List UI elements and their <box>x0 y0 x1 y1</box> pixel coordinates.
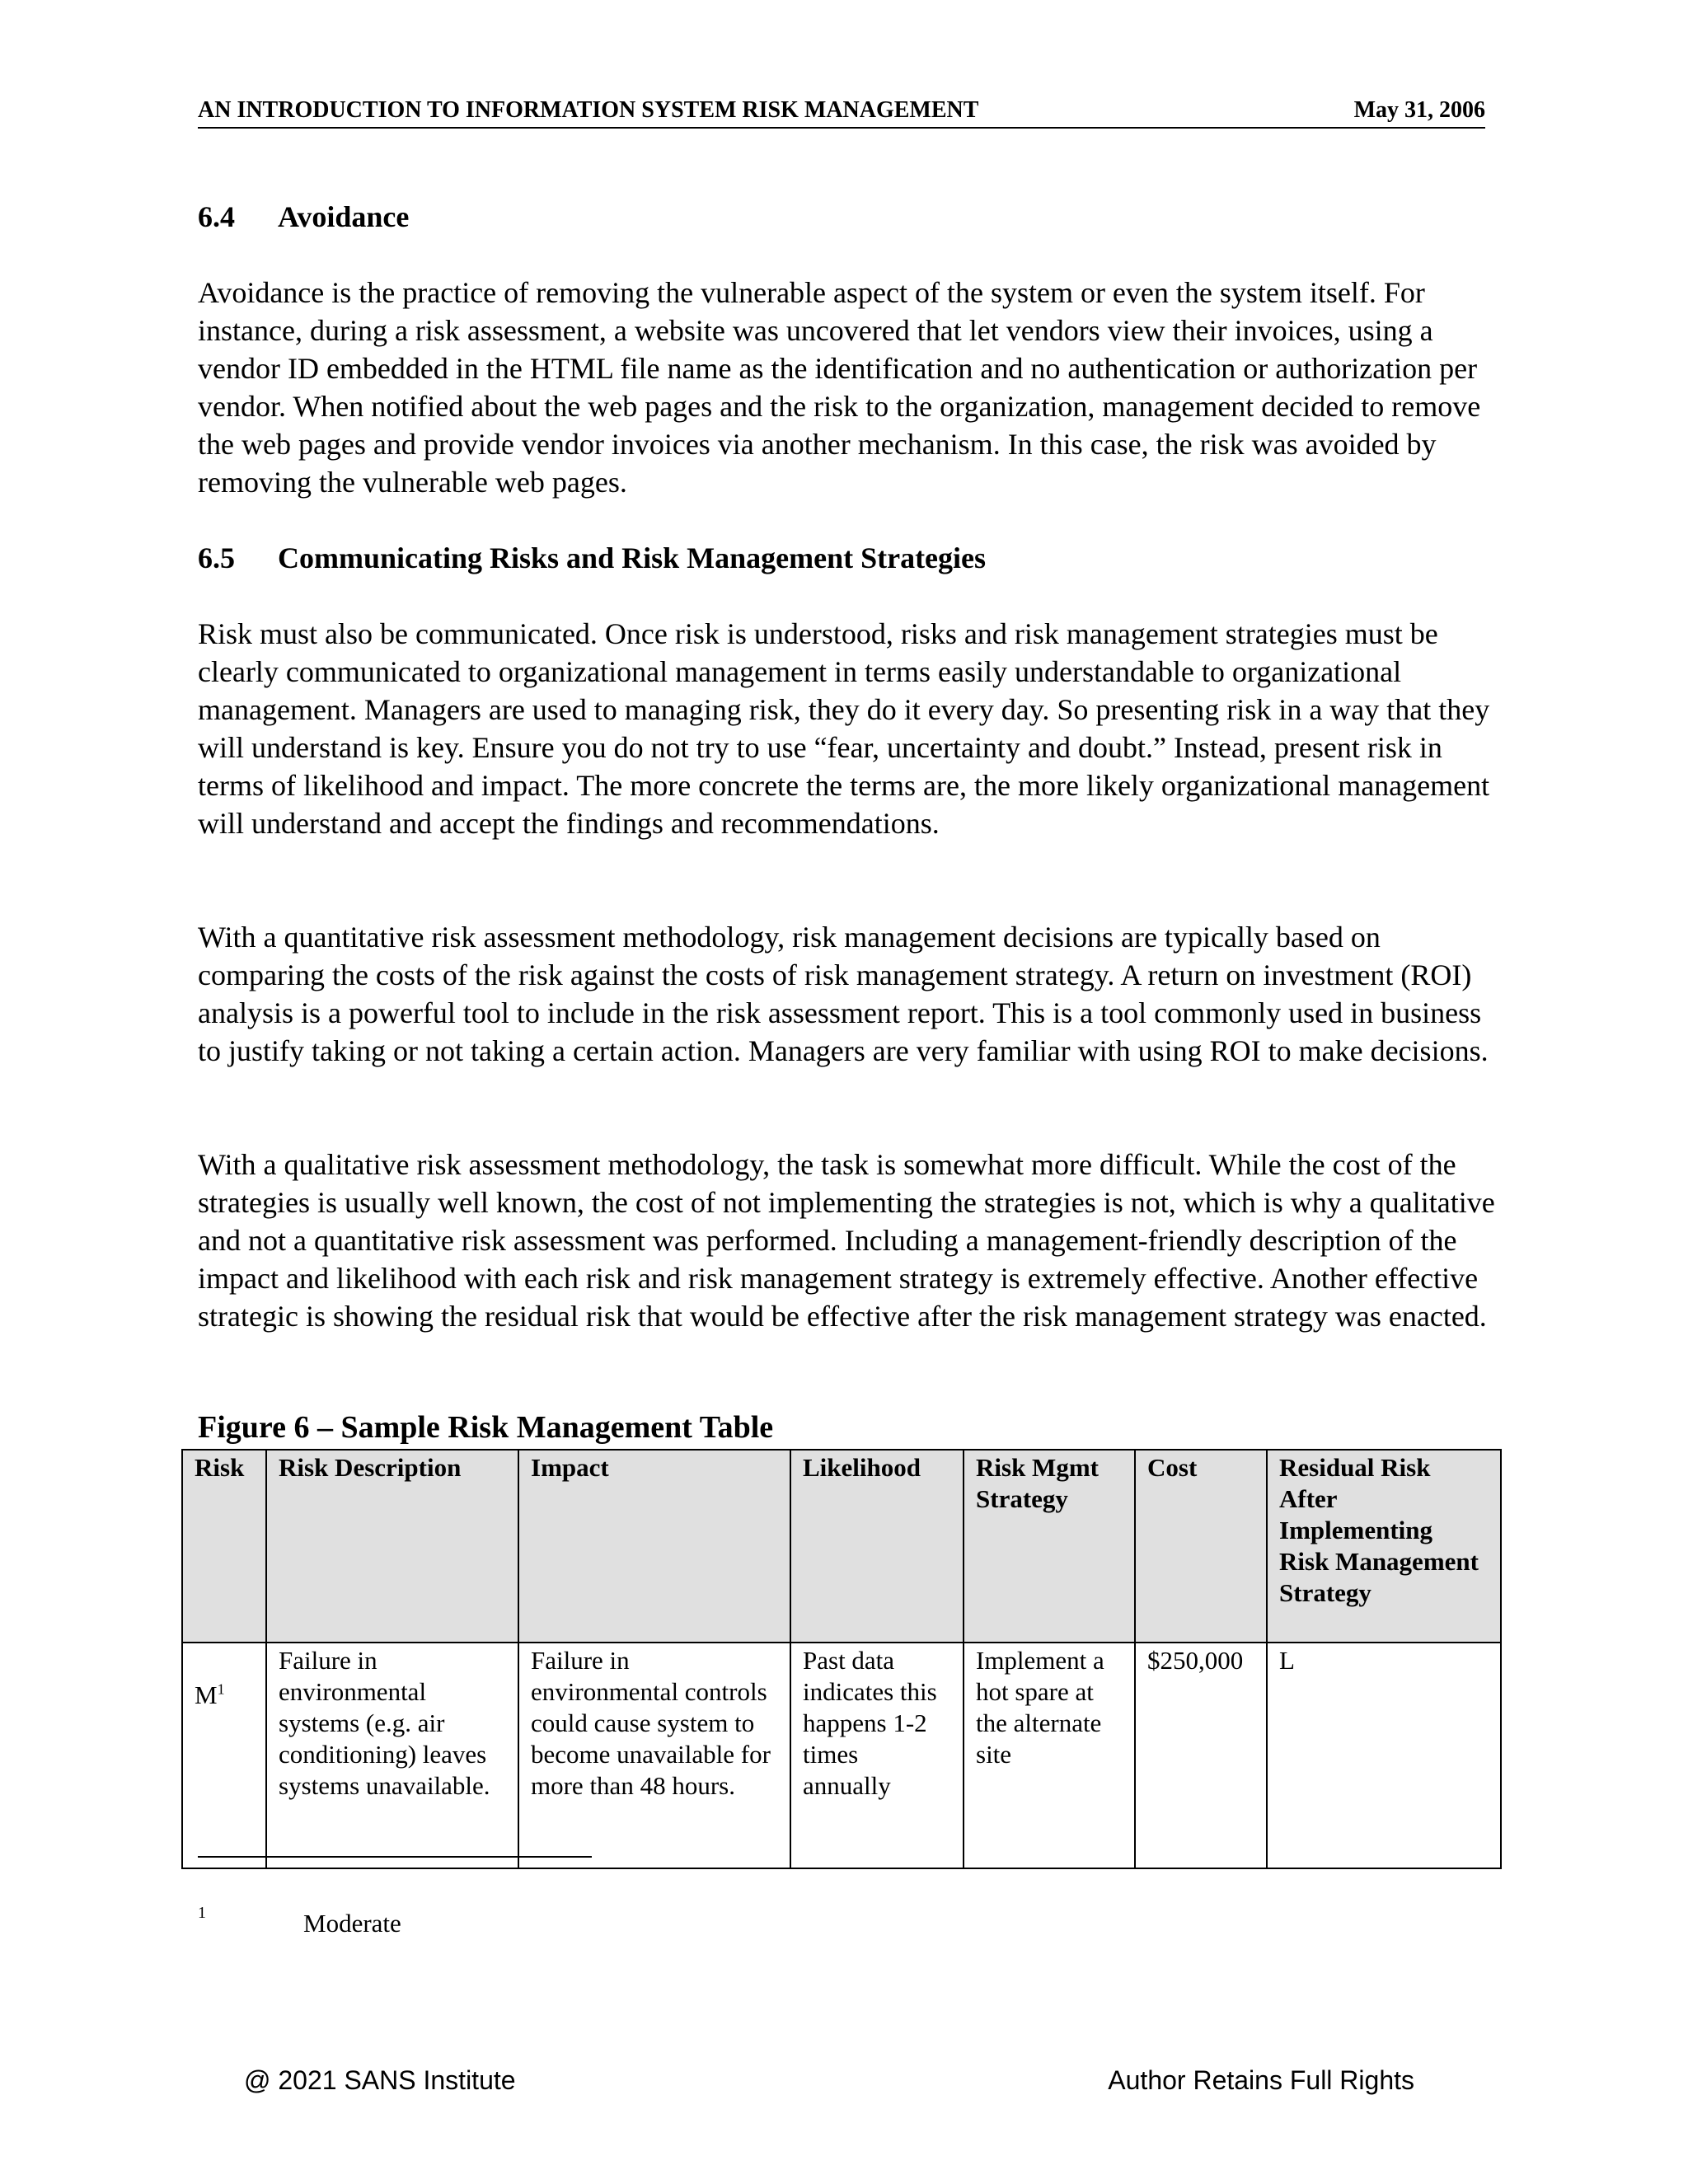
residual-risk-cell: L <box>1267 1643 1501 1868</box>
strategy-cell: Implement a hot spare at the alternate site <box>964 1643 1135 1868</box>
avoidance-paragraph: Avoidance is the practice of removing the vulnerable aspect of the system or even the system itself. For instance, during a risk assessment, a website was uncovered that let vendors view their invoices, using a vendor ID embedded in the HTML file name as the identification and no authentication or authorization per vendor. When notified about the web pages and the risk to the organization, management decided to remove the web pages and provide vendor invoices via another mechanism. In this case, the risk was avoided by removing the vulnerable web pages. <box>198 276 1481 499</box>
cost-cell: $250,000 <box>1135 1643 1267 1868</box>
communicating-paragraph-2: With a quantitative risk assessment methodology, risk management decisions are typically based on comparing the costs of the risk against the costs of risk management strategy. A return on investment (ROI) analysis is a powerful tool to include in the risk assessment report. This is a tool commonly used in business to justify taking or not taking a certain action. Managers are very familiar with using ROI to make decisions. <box>198 921 1489 1067</box>
column-header: Risk <box>182 1450 266 1643</box>
section-heading-6-4 <box>198 199 409 234</box>
footnote-text: Moderate <box>303 1909 401 1938</box>
footer-rights: Author Retains Full Rights <box>1108 2065 1414 2095</box>
running-header <box>198 97 1485 129</box>
risk-level: M <box>195 1680 218 1709</box>
impact-cell: Failure in environmental controls could cause system to become unavailable for more than 48 hours. <box>518 1643 790 1868</box>
column-header: Risk Description <box>266 1450 518 1643</box>
column-header: Cost <box>1135 1450 1267 1643</box>
communicating-paragraph-1: Risk must also be communicated. Once risk is understood, risks and risk management strategies must be clearly communicated to organizational management in terms easily understandable to organizational management. Managers are used to managing risk, they do it every day. So presenting risk in a way that they will understand is key. Ensure you do not try to use “fear, uncertainty and doubt.” Instead, present risk in terms of likelihood and impact. The more concrete the terms are, the more likely organizational management will understand and accept the findings and recommendations. <box>198 617 1490 840</box>
risk-description-cell: Failure in environmental systems (e.g. air conditioning) leaves systems unavailable. <box>266 1643 518 1868</box>
footnote-divider <box>198 1856 592 1858</box>
header-date: May 31, 2006 <box>1353 97 1485 123</box>
figure-caption: Figure 6 – Sample Risk Management Table <box>198 1410 774 1445</box>
page-footer <box>244 2065 1414 2096</box>
header-title: AN INTRODUCTION TO INFORMATION SYSTEM RISK MANAGEMENT <box>198 97 979 123</box>
section-title: Communicating Risks and Risk Management Strategies <box>278 541 987 574</box>
column-header: Likelihood <box>790 1450 964 1643</box>
likelihood-cell: Past data indicates this happens 1-2 times annually <box>790 1643 964 1868</box>
risk-management-table <box>181 1449 1502 1869</box>
section-heading-6-5 <box>198 541 986 575</box>
footnote-reference: 1 <box>217 1680 225 1698</box>
column-header: Impact <box>518 1450 790 1643</box>
footer-copyright: @ 2021 SANS Institute <box>244 2065 516 2095</box>
communicating-paragraph-3: With a qualitative risk assessment methodology, the task is somewhat more difficult. While the cost of the strategies is usually well known, the cost of not implementing the strategies is not, which is why a qualitative and not a quantitative risk assessment was performed. Including a management-friendly description of the impact and likelihood with each risk and risk management strategy is extremely effective. Another effective strategic is showing the residual risk that would be effective after the risk management strategy was enacted. <box>198 1148 1495 1333</box>
column-header: Risk Mgmt Strategy <box>964 1450 1135 1643</box>
footnote-mark: 1 <box>198 1904 206 1922</box>
section-title: Avoidance <box>278 200 410 233</box>
section-number: 6.5 <box>198 541 235 574</box>
risk-level-cell <box>182 1643 266 1868</box>
section-number: 6.4 <box>198 200 235 233</box>
column-header: Residual Risk After Implementing Risk Management Strategy <box>1267 1450 1501 1643</box>
table-header-row <box>182 1450 1501 1643</box>
table-row <box>182 1643 1501 1868</box>
